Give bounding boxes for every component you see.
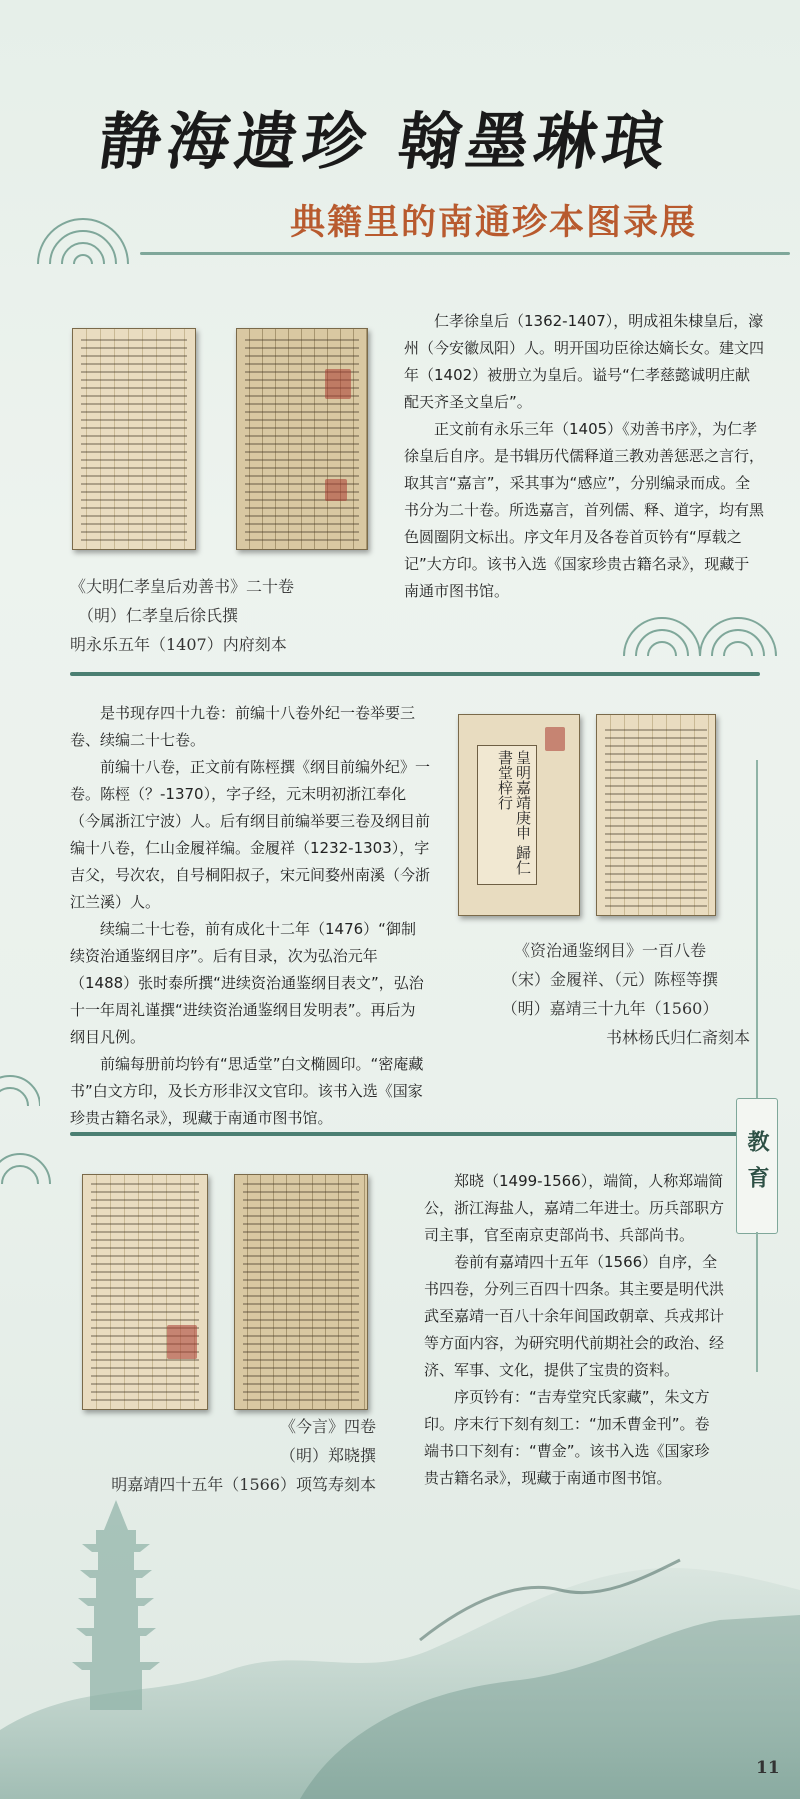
book-image-quanshanshu-page (236, 328, 368, 550)
book-image-jinyan-preface (82, 1174, 208, 1410)
cloud-wave-ornament-top-left (28, 218, 138, 266)
caption-line: 《大明仁孝皇后劝善书》二十卷 (70, 577, 295, 596)
book-image-zizhi-cover (458, 714, 580, 916)
title-underline (140, 252, 790, 255)
book-image-zizhi-page (596, 714, 716, 916)
paragraph: 是书现存四十九卷：前编十八卷外纪一卷举要三卷、续编二十七卷。 (70, 704, 416, 749)
cover-label: 皇明嘉靖庚申 歸仁書堂梓行 (477, 745, 537, 885)
sidebar-line-bottom (756, 1232, 758, 1372)
caption-quanshanshu (70, 572, 294, 659)
section-divider-2 (70, 1132, 740, 1136)
pagoda-icon (72, 1500, 160, 1710)
cloud-wave-ornament-right (620, 608, 780, 658)
sidebar-category-label: 教育 (736, 1098, 778, 1234)
sidebar-line-top (756, 760, 758, 1098)
caption-line: 明永乐五年（1407）内府刻本 (70, 635, 287, 654)
caption-zizhi (470, 936, 750, 1052)
cloud-wave-ornament-left-mid (0, 1072, 40, 1108)
page-subtitle: 典籍里的南通珍本图录展 (290, 203, 698, 243)
caption-line: （明）嘉靖三十九年（1560） (501, 999, 719, 1018)
caption-line: 书林杨氏归仁斋刻本 (605, 1028, 750, 1047)
landscape-illustration (0, 1430, 800, 1799)
paragraph: 续编二十七卷，前有成化十二年（1476）“御制续资治通鉴纲目序”。后有目录，次为弘治元年（1488）张时泰所撰“进续资治通鉴纲目表文”，弘治十一年周礼谨撰“进续资治通鉴纲目发明表”。再后为纲目凡例。 (70, 920, 424, 1046)
paragraph: 卷前有嘉靖四十五年（1566）自序，全书四卷，分列三百四十四条。其主要是明代洪武至嘉靖一百八十余年间国政朝章、兵戎邦计等方面内容，为研究明代前期社会的政治、经济、军事、文化，提供了宝贵的资料。 (424, 1253, 725, 1379)
caption-line: 《资治通鉴纲目》一百八卷 (513, 941, 706, 960)
page-title: 静海遗珍 翰墨琳琅 (94, 105, 677, 178)
section-divider-1 (70, 672, 760, 676)
paragraph: 仁孝徐皇后（1362-1407），明成祖朱棣皇后，濠州（今安徽凤阳）人。明开国功臣徐达嫡长女。建文四年（1402）被册立为皇后。谥号“仁孝慈懿诚明庄献配天齐圣文皇后”。 (404, 312, 765, 411)
paragraph: 序页钤有：“吉寿堂究氏家藏”，朱文方印。序末行下刻有刻工：“加禾曹金刊”。卷端书口下刻有：“曹金”。该书入选《国家珍贵古籍名录》，现藏于南通市图书馆。 (424, 1388, 710, 1487)
section2-text (70, 700, 430, 1132)
paragraph: 前编每册前均钤有“思适堂”白文椭圆印。“密庵藏书”白文方印，及长方形非汉文官印。该书入选《国家珍贵古籍名录》，现藏于南通市图书馆。 (70, 1055, 424, 1127)
caption-line: （明）仁孝皇后徐氏撰 (78, 606, 239, 625)
caption-line: （宋）金履祥、（元）陈桱等撰 (501, 970, 718, 989)
cloud-wave-ornament-left-low (0, 1150, 52, 1186)
section1-text (404, 308, 764, 605)
caption-line: 《今言》四卷 (279, 1417, 376, 1436)
page-number: 11 (756, 1758, 780, 1778)
paragraph: 郑晓（1499-1566），端简，人称郑端简公，浙江海盐人，嘉靖二年进士。历兵部职方司主事，官至南京吏部尚书、兵部尚书。 (424, 1172, 725, 1244)
paragraph: 前编十八卷，正文前有陈桱撰《纲目前编外纪》一卷。陈桱（？-1370），字子经，元末明初浙江奉化（今属浙江宁波）人。后有纲目前编举要三卷及纲目前编十八卷，仁山金履祥编。金履祥（1232-1303），字吉父，号次农，自号桐阳叔子，宋元间婺州南溪（今浙江兰溪）人。 (70, 758, 431, 911)
caption-line: 明嘉靖四十五年（1566）项笃寿刻本 (111, 1475, 376, 1494)
book-image-jinyan-page (234, 1174, 368, 1410)
paragraph: 正文前有永乐三年（1405）《劝善书序》，为仁孝徐皇后自序。是书辑历代儒释道三教劝善惩恶之言行，取其言“嘉言”，采其事为“感应”，分别编录而成。全书分为二十卷。所选嘉言，首列儒、释、道字，均有黑色圆圈阴文标出。序文年月及各卷首页钤有“厚载之记”大方印。该书入选《国家珍贵古籍名录》，现藏于南通市图书馆。 (404, 420, 765, 600)
caption-line: （明）郑晓撰 (279, 1446, 376, 1465)
book-image-quanshanshu-preface (72, 328, 196, 550)
